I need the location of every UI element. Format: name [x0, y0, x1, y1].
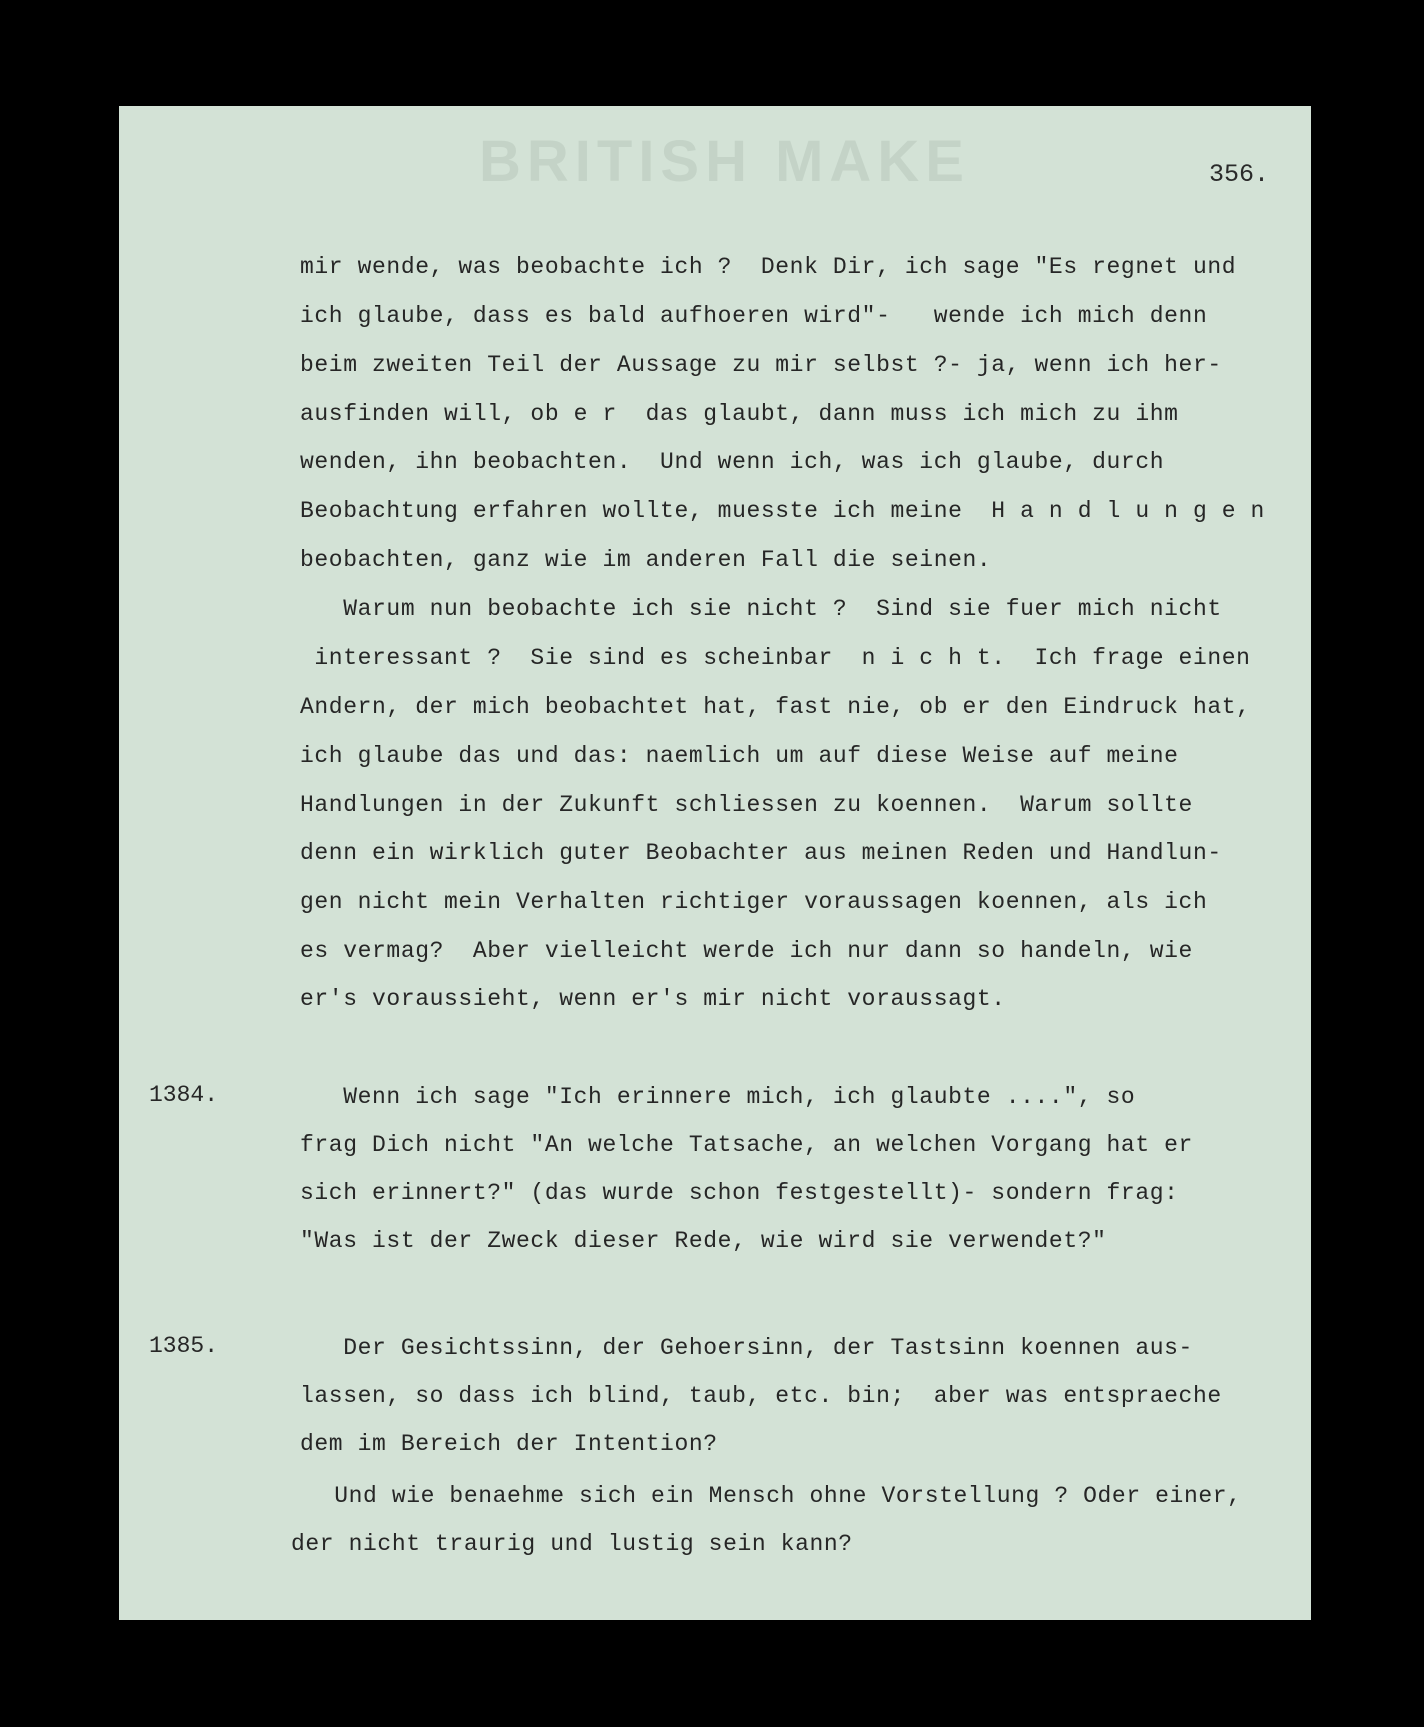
page-number: 356. — [1208, 160, 1269, 189]
text-line: ich glaube das und das: naemlich um auf diese Weise auf meine — [300, 743, 1179, 769]
text-line: mir wende, was beobachte ich ? Denk Dir, ich sage "Es regnet und — [300, 254, 1237, 280]
text-line: Warum nun beobachte ich sie nicht ? Sind sie fuer mich nicht — [300, 596, 1222, 622]
text-line: lassen, so dass ich blind, taub, etc. bin; aber was entspraeche — [300, 1383, 1222, 1409]
text-line: es vermag? Aber vielleicht werde ich nur dann so handeln, wie — [300, 938, 1193, 964]
text-line: "Was ist der Zweck dieser Rede, wie wird sie verwendet?" — [300, 1228, 1107, 1254]
remark-number: 1385. — [149, 1333, 219, 1359]
typescript-page — [119, 106, 1311, 1620]
text-line: interessant ? Sie sind es scheinbar n i c h t. Ich frage einen — [300, 645, 1251, 671]
text-line: beobachten, ganz wie im anderen Fall die seinen. — [300, 547, 992, 573]
text-line: Wenn ich sage "Ich erinnere mich, ich glaubte ....", so — [300, 1084, 1136, 1110]
text-line: Andern, der mich beobachtet hat, fast nie, ob er den Eindruck hat, — [300, 694, 1251, 720]
text-line: dem im Bereich der Intention? — [300, 1431, 718, 1457]
text-line: Der Gesichtssinn, der Gehoersinn, der Tastsinn koennen aus- — [300, 1335, 1193, 1361]
remark-number: 1384. — [149, 1082, 219, 1108]
text-line: beim zweiten Teil der Aussage zu mir selbst ?- ja, wenn ich her- — [300, 352, 1222, 378]
text-line: sich erinnert?" (das wurde schon festgestellt)- sondern frag: — [300, 1180, 1179, 1206]
text-line: ausfinden will, ob e r das glaubt, dann muss ich mich zu ihm — [300, 401, 1179, 427]
text-line: gen nicht mein Verhalten richtiger voraussagen koennen, als ich — [300, 889, 1208, 915]
text-line: wenden, ihn beobachten. Und wenn ich, was ich glaube, durch — [300, 449, 1165, 475]
text-line: Und wie benaehme sich ein Mensch ohne Vorstellung ? Oder einer, — [291, 1483, 1242, 1509]
watermark: BRITISH MAKE — [479, 129, 970, 194]
text-line: der nicht traurig und lustig sein kann? — [291, 1531, 853, 1557]
text-line: er's voraussieht, wenn er's mir nicht voraussagt. — [300, 986, 1006, 1012]
text-line: frag Dich nicht "An welche Tatsache, an welchen Vorgang hat er — [300, 1132, 1193, 1158]
text-line: Beobachtung erfahren wollte, muesste ich meine H a n d l u n g e n — [300, 498, 1265, 524]
text-line: denn ein wirklich guter Beobachter aus meinen Reden und Handlun- — [300, 840, 1222, 866]
text-line: ich glaube, dass es bald aufhoeren wird"- wende ich mich denn — [300, 303, 1208, 329]
text-line: Handlungen in der Zukunft schliessen zu koennen. Warum sollte — [300, 792, 1193, 818]
